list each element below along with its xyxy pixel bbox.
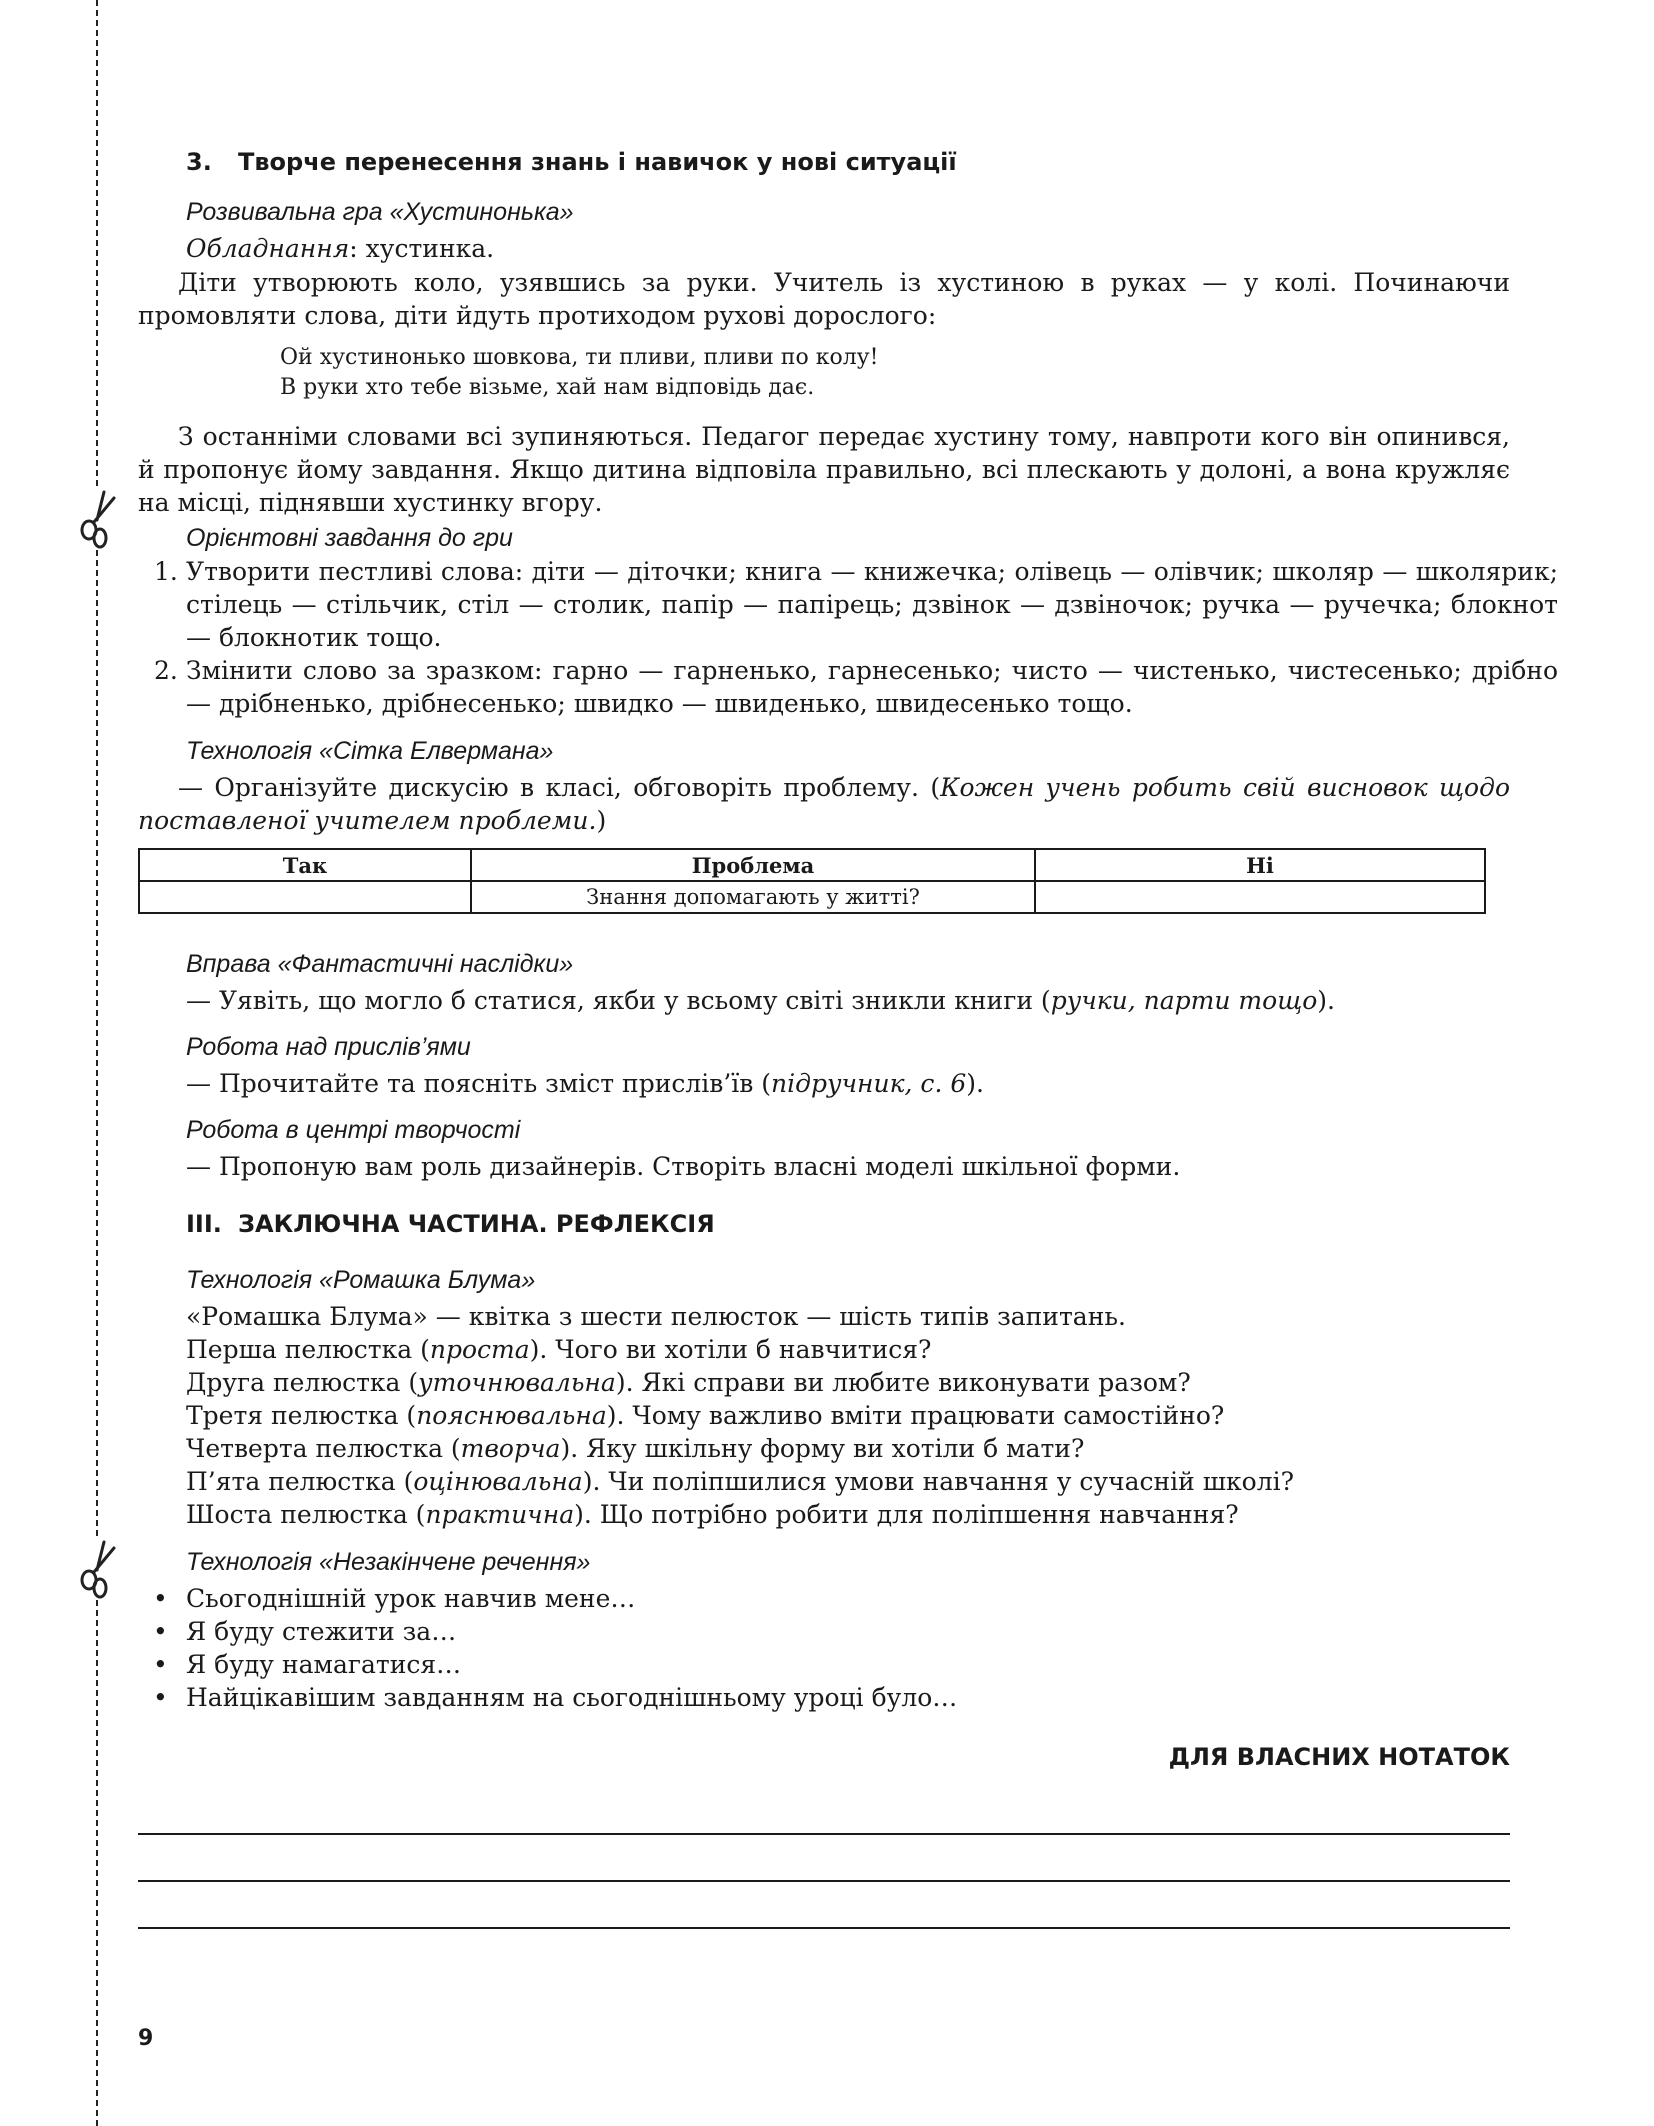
section-3-heading: 3. Творче перенесення знань і навичок у нові ситуації	[186, 148, 957, 176]
petal-item: Перша пелюстка (проста). Чого ви хотіли б навчитися?	[186, 1335, 932, 1364]
table-header: Ні	[1035, 849, 1485, 881]
fantastic-heading: Вправа «Фантастичні наслідки»	[186, 950, 574, 978]
petal-item: П’ята пелюстка (оцінювальна). Чи поліпшилися умови навчання у сучасній школі?	[186, 1467, 1294, 1496]
elverman-table	[138, 848, 1486, 914]
table-header: Так	[139, 849, 471, 881]
scissors-icon	[74, 1540, 124, 1600]
task-item: 2. Змінити слово за зразком: гарно — гарненько, гарнесенько; чисто — чистенько, чистесенько; дрібно — дрібненько, дрібнесенько; швидко — швиденько, швидесенько тощо.	[154, 656, 1558, 718]
table-header-row	[139, 849, 1485, 881]
bloom-heading: Технологія «Ромашка Блума»	[186, 1266, 536, 1294]
table-row	[139, 881, 1485, 913]
petal-item: Шоста пелюстка (практична). Що потрібно робити для поліпшення навчання?	[186, 1500, 1239, 1529]
table-cell	[1035, 881, 1485, 913]
task-item: 1. Утворити пестливі слова: діти — діточки; книга — книжечка; олівець — олівчик; школяр — школярик; стілець — стільчик, стіл — столик, папір — папірець; дзвінок — дзвіночок; ручка — ручечка; блокнот — блокнотик тощо.	[154, 557, 1558, 652]
game-after-poem: З останніми словами всі зупиняються. Педагог передає хустину тому, навпроти кого він опинився, й пропонує йому завдання. Якщо дитина відповіла правильно, всі плескають у долоні, а вона кружляє на місці, піднявши хустинку вгору.	[138, 422, 1510, 517]
list-item: • Сьогоднішній урок навчив мене…	[153, 1584, 636, 1613]
list-item: • Я буду стежити за…	[153, 1617, 457, 1646]
scissors-icon	[74, 490, 124, 550]
list-item: • Найцікавішим завданням на сьогоднішньому уроці було…	[153, 1683, 958, 1712]
proverbs-text: — Прочитайте та поясніть зміст прислів’їв (підручник, с. 6).	[186, 1069, 984, 1098]
cut-line	[96, 0, 98, 2126]
creative-text: — Пропоную вам роль дизайнерів. Створіть власні моделі шкільної форми.	[186, 1152, 1181, 1181]
fantastic-text: — Уявіть, що могло б статися, якби у всьому світі зникли книги (ручки, парти тощо).	[186, 986, 1335, 1015]
game-heading: Розвивальна гра «Хустинонька»	[186, 198, 574, 226]
unfinished-heading: Технологія «Незакінчене речення»	[186, 1548, 591, 1576]
bloom-intro: «Ромашка Блума» — квітка з шести пелюсток — шість типів запитань.	[186, 1302, 1126, 1331]
proverbs-heading: Робота над прислів’ями	[186, 1033, 471, 1061]
poem	[138, 343, 1652, 403]
notes-line	[138, 1927, 1510, 1929]
notes-line	[138, 1880, 1510, 1882]
notes-heading: ДЛЯ ВЛАСНИХ НОТАТОК	[1168, 1743, 1510, 1771]
bloom-list	[138, 1300, 1558, 1531]
part-3-heading: ІІІ. ЗАКЛЮЧНА ЧАСТИНА. РЕФЛЕКСІЯ	[186, 1210, 715, 1238]
notes-line	[138, 1833, 1510, 1835]
game-intro: Діти утворюють коло, узявшись за руки. Учитель із хустиною в руках — у колі. Починаючи промовляти слова, діти йдуть протиходом руховi дорослого:	[138, 268, 1510, 330]
unfinished-list	[138, 1582, 1558, 1714]
petal-item: Третя пелюстка (пояснювальна). Чому важливо вміти працювати самостійно?	[186, 1401, 1225, 1430]
table-cell: Знання допомагають у житті?	[471, 881, 1035, 913]
poem-line: В руки хто тебе візьме, хай нам відповідь дає.	[280, 375, 815, 400]
equipment-line: Обладнання: хустинка.	[186, 234, 495, 263]
poem-line: Ой хустинонько шовкова, ти пливи, пливи по колу!	[280, 345, 879, 370]
page-number: 9	[138, 2026, 154, 2051]
table-header: Проблема	[471, 849, 1035, 881]
elverman-heading: Технологія «Сітка Елвермана»	[186, 737, 554, 765]
petal-item: Друга пелюстка (уточнювальна). Які справи ви любите виконувати разом?	[186, 1368, 1191, 1397]
elverman-text: — Організуйте дискусію в класі, обговоріть проблему. (Кожен учень робить свій висновок щодо поставленої учителем проблеми.)	[138, 773, 1511, 835]
tasks-heading: Орієнтовні завдання до гри	[186, 524, 513, 552]
list-item: • Я буду намагатися…	[153, 1650, 462, 1679]
creative-heading: Робота в центрі творчості	[186, 1116, 521, 1144]
table-cell	[139, 881, 471, 913]
petal-item: Четверта пелюстка (творча). Яку шкільну форму ви хотіли б мати?	[186, 1434, 1085, 1463]
